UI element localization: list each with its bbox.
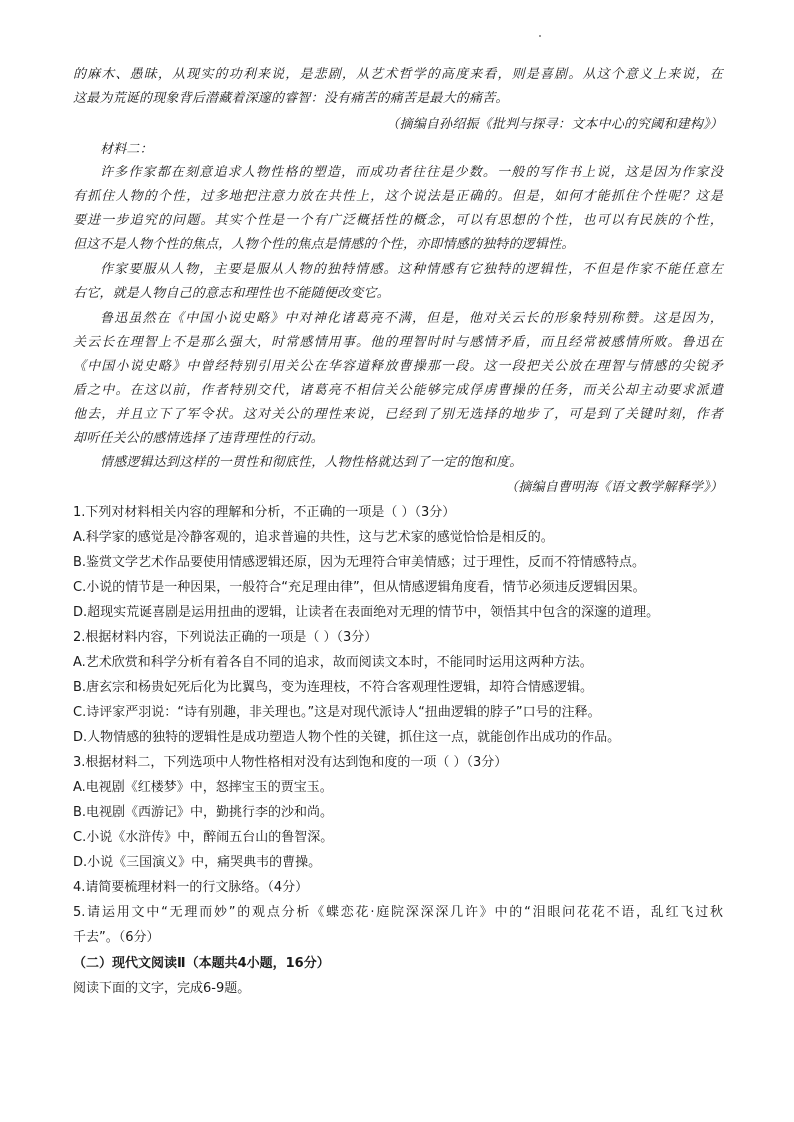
option-3a: A.电视剧《红楼梦》中，怒摔宝玉的贾宝玉。	[73, 780, 333, 795]
material2-line: 要进一步追究的问题。其实个性是一个有广泛概括性的概念，可以有思想的个性，也可以有民族的个性，	[73, 213, 723, 228]
material2-line: 鲁迅虽然在《中国小说史略》中对神化诸葛亮不满，但是，他对关云长的形象特别称赞。这是因为，	[100, 311, 723, 326]
material2-line: 《中国小说史略》中曾经特别引用关公在华容道释放曹操那一段。这一段把关公放在理智与情感的尖锐矛	[73, 359, 723, 374]
option-2c: C.诗评家严羽说：“诗有别趣，非关理也。”这是对现代派诗人“扭曲逻辑的脖子”口号的注释。	[73, 705, 601, 720]
question-5-cont: 千去”。（6分）	[73, 930, 160, 945]
material2-line: 但这不是人物个性的焦点，人物个性的焦点是情感的个性，亦即情感的独特的逻辑性。	[73, 237, 575, 252]
material1-source: （摘编自孙绍振《批判与探寻：文本中心的究阈和建构》）	[386, 117, 723, 132]
option-1c: C.小说的情节是一种因果，一般符合“充足理由律”，但从情感逻辑角度看，情节必须违反逻辑因果。	[73, 580, 646, 595]
question-5: 5.请运用文中“无理而妙”的观点分析《蝶恋花·庭院深深深几许》中的“泪眼问花花不语，乱红飞过秋	[73, 905, 723, 920]
material2-line: 盾之中。在这以前，作者特别交代，诸葛亮不相信关公能够完成俘虏曹操的任务，而关公却主动要求派遣	[73, 383, 723, 398]
section2-instruction: 阅读下面的文字，完成6-9题。	[73, 981, 251, 996]
material2-heading: 材料二：	[100, 142, 153, 157]
option-1a: A.科学家的感觉是冷静客观的，追求普遍的共性，这与艺术家的感觉恰恰是相反的。	[73, 530, 554, 545]
material2-line: 有抓住人物的个性，过多地把注意力放在共性上，这个说法是正确的。但是，如何才能抓住个性呢？这是	[73, 189, 723, 204]
material1-line: 的麻木、愚昧，从现实的功利来说，是悲剧，从艺术哲学的高度来看，则是喜剧。从这个意义上来说，在	[73, 67, 723, 82]
option-3c: C.小说《水浒传》中，醉闹五台山的鲁智深。	[73, 830, 334, 845]
option-1d: D.超现实荒诞喜剧是运用扭曲的逻辑，让读者在表面绝对无理的情节中，领悟其中包含的深邃的道理。	[73, 605, 660, 620]
question-2: 2.根据材料内容，下列说法正确的一项是（ ）（3分）	[73, 630, 378, 645]
scan-speck	[539, 35, 541, 37]
material2-line: 许多作家都在刻意追求人物性格的塑造，而成功者往往是少数。一般的写作书上说，这是因为作家没	[100, 165, 723, 180]
option-3d: D.小说《三国演义》中，痛哭典韦的曹操。	[73, 855, 322, 870]
question-4: 4.请简要梳理材料一的行文脉络。（4分）	[73, 880, 309, 895]
option-2d: D.人物情感的独特的逻辑性是成功塑造人物个性的关键，抓住这一点，就能创作出成功的作品。	[73, 730, 621, 745]
option-3b: B.电视剧《西游记》中，勤挑行李的沙和尚。	[73, 805, 334, 820]
question-1: 1.下列对材料相关内容的理解和分析，不正确的一项是（ ）（3分）	[73, 505, 456, 520]
option-2b: B.唐玄宗和杨贵妃死后化为比翼鸟，变为连理枝，不符合客观理性逻辑，却符合情感逻辑。	[73, 680, 594, 695]
material2-line: 右它，就是人物自己的意志和理性也不能随便改变它。	[73, 286, 390, 301]
material2-source: （摘编自曹明海《语文教学解释学》）	[505, 480, 723, 495]
material2-line: 情感逻辑达到这样的一贯性和彻底性，人物性格就达到了一定的饱和度。	[100, 455, 523, 470]
material2-line: 却听任关公的感情选择了违背理性的行动。	[73, 431, 324, 446]
material1-line: 这最为荒诞的现象背后潜藏着深邃的睿智：没有痛苦的痛苦是最大的痛苦。	[73, 91, 509, 106]
question-3: 3.根据材料二，下列选项中人物性格相对没有达到饱和度的一项（ ）（3分）	[73, 755, 508, 770]
material2-line: 作家要服从人物，主要是服从人物的独特情感。这种情感有它独特的逻辑性，不但是作家不能任意左	[100, 262, 723, 277]
section2-heading: （二）现代文阅读Ⅱ（本题共4小题，16分）	[73, 956, 330, 971]
option-2a: A.艺术欣赏和科学分析有着各自不同的追求，故而阅读文本时，不能同时运用这两种方法。	[73, 655, 593, 670]
material2-line: 他去，并且立下了军令状。这对关公的理性来说，已经到了别无选择的地步了，可是到了关键时刻，作者	[73, 407, 723, 422]
option-1b: B.鉴赏文学艺术作品要使用情感逻辑还原，因为无理符合审美情感；过于理性，反而不符情感特点。	[73, 555, 646, 570]
material2-line: 关云长在理智上不是那么强大，时常感情用事。他的理智时时与感情矛盾，而且经常被感情所败。鲁迅在	[73, 335, 723, 350]
